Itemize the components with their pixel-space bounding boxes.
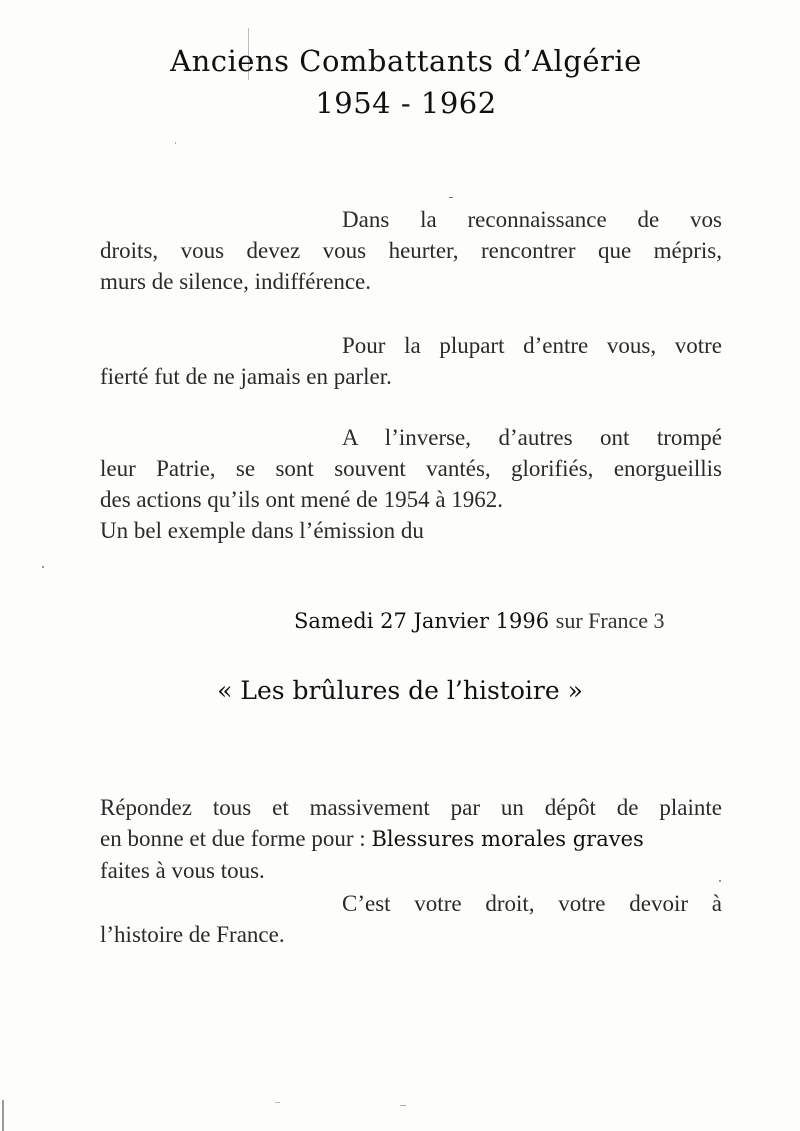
paragraph-line-prefix: en bonne et due forme pour : <box>100 826 372 851</box>
document-title: Anciens Combattants d’Algérie <box>170 44 642 78</box>
paragraph-plainte <box>100 792 722 886</box>
paragraph-line: Dans la reconnaissance de vos <box>342 207 722 232</box>
paragraph-line: C’est votre droit, votre devoir à <box>342 891 722 916</box>
paragraph-line: Répondez tous et massivement par un dépôt de plainte <box>100 795 722 820</box>
scan-artifact <box>400 1105 406 1106</box>
paragraph-fierte <box>100 330 722 392</box>
document-years: 1954 - 1962 <box>315 86 497 120</box>
paragraph-line: murs de silence, indifférence. <box>100 269 371 294</box>
paragraph-inverse <box>100 422 722 546</box>
broadcast-info <box>294 608 665 634</box>
scan-artifact <box>449 197 453 198</box>
paragraph-line: l’histoire de France. <box>100 922 285 947</box>
paragraph-line: A l’inverse, d’autres ont trompé <box>342 425 722 450</box>
paragraph-line: des actions qu’ils ont mené de 1954 à 1962. <box>100 487 504 512</box>
paragraph-line: Pour la plupart d’entre vous, votre <box>342 333 722 358</box>
paragraph-line: leur Patrie, se sont souvent vantés, glorifiés, enorgueillis <box>100 456 722 481</box>
paragraph-line: Un bel exemple dans l’émission du <box>100 518 424 543</box>
paragraph-line: fierté fut de ne jamais en parler. <box>100 364 392 389</box>
broadcast-channel: sur France 3 <box>555 608 665 633</box>
emphasis-text: Blessures morales graves <box>371 827 644 851</box>
paragraph-droit <box>100 888 722 950</box>
scan-artifact <box>42 566 44 568</box>
scan-artifact <box>2 1100 4 1131</box>
broadcast-date: Samedi 27 Janvier 1996 <box>294 609 550 633</box>
show-title: « Les brûlures de l’histoire » <box>217 676 583 705</box>
paragraph-reconnaissance <box>100 204 722 297</box>
paragraph-line: droits, vous devez vous heurter, rencontrer que mépris, <box>100 238 722 263</box>
scan-artifact <box>175 142 176 144</box>
scan-artifact <box>275 1102 280 1103</box>
paragraph-line: faites à vous tous. <box>100 858 265 883</box>
paragraph-line <box>100 823 722 855</box>
